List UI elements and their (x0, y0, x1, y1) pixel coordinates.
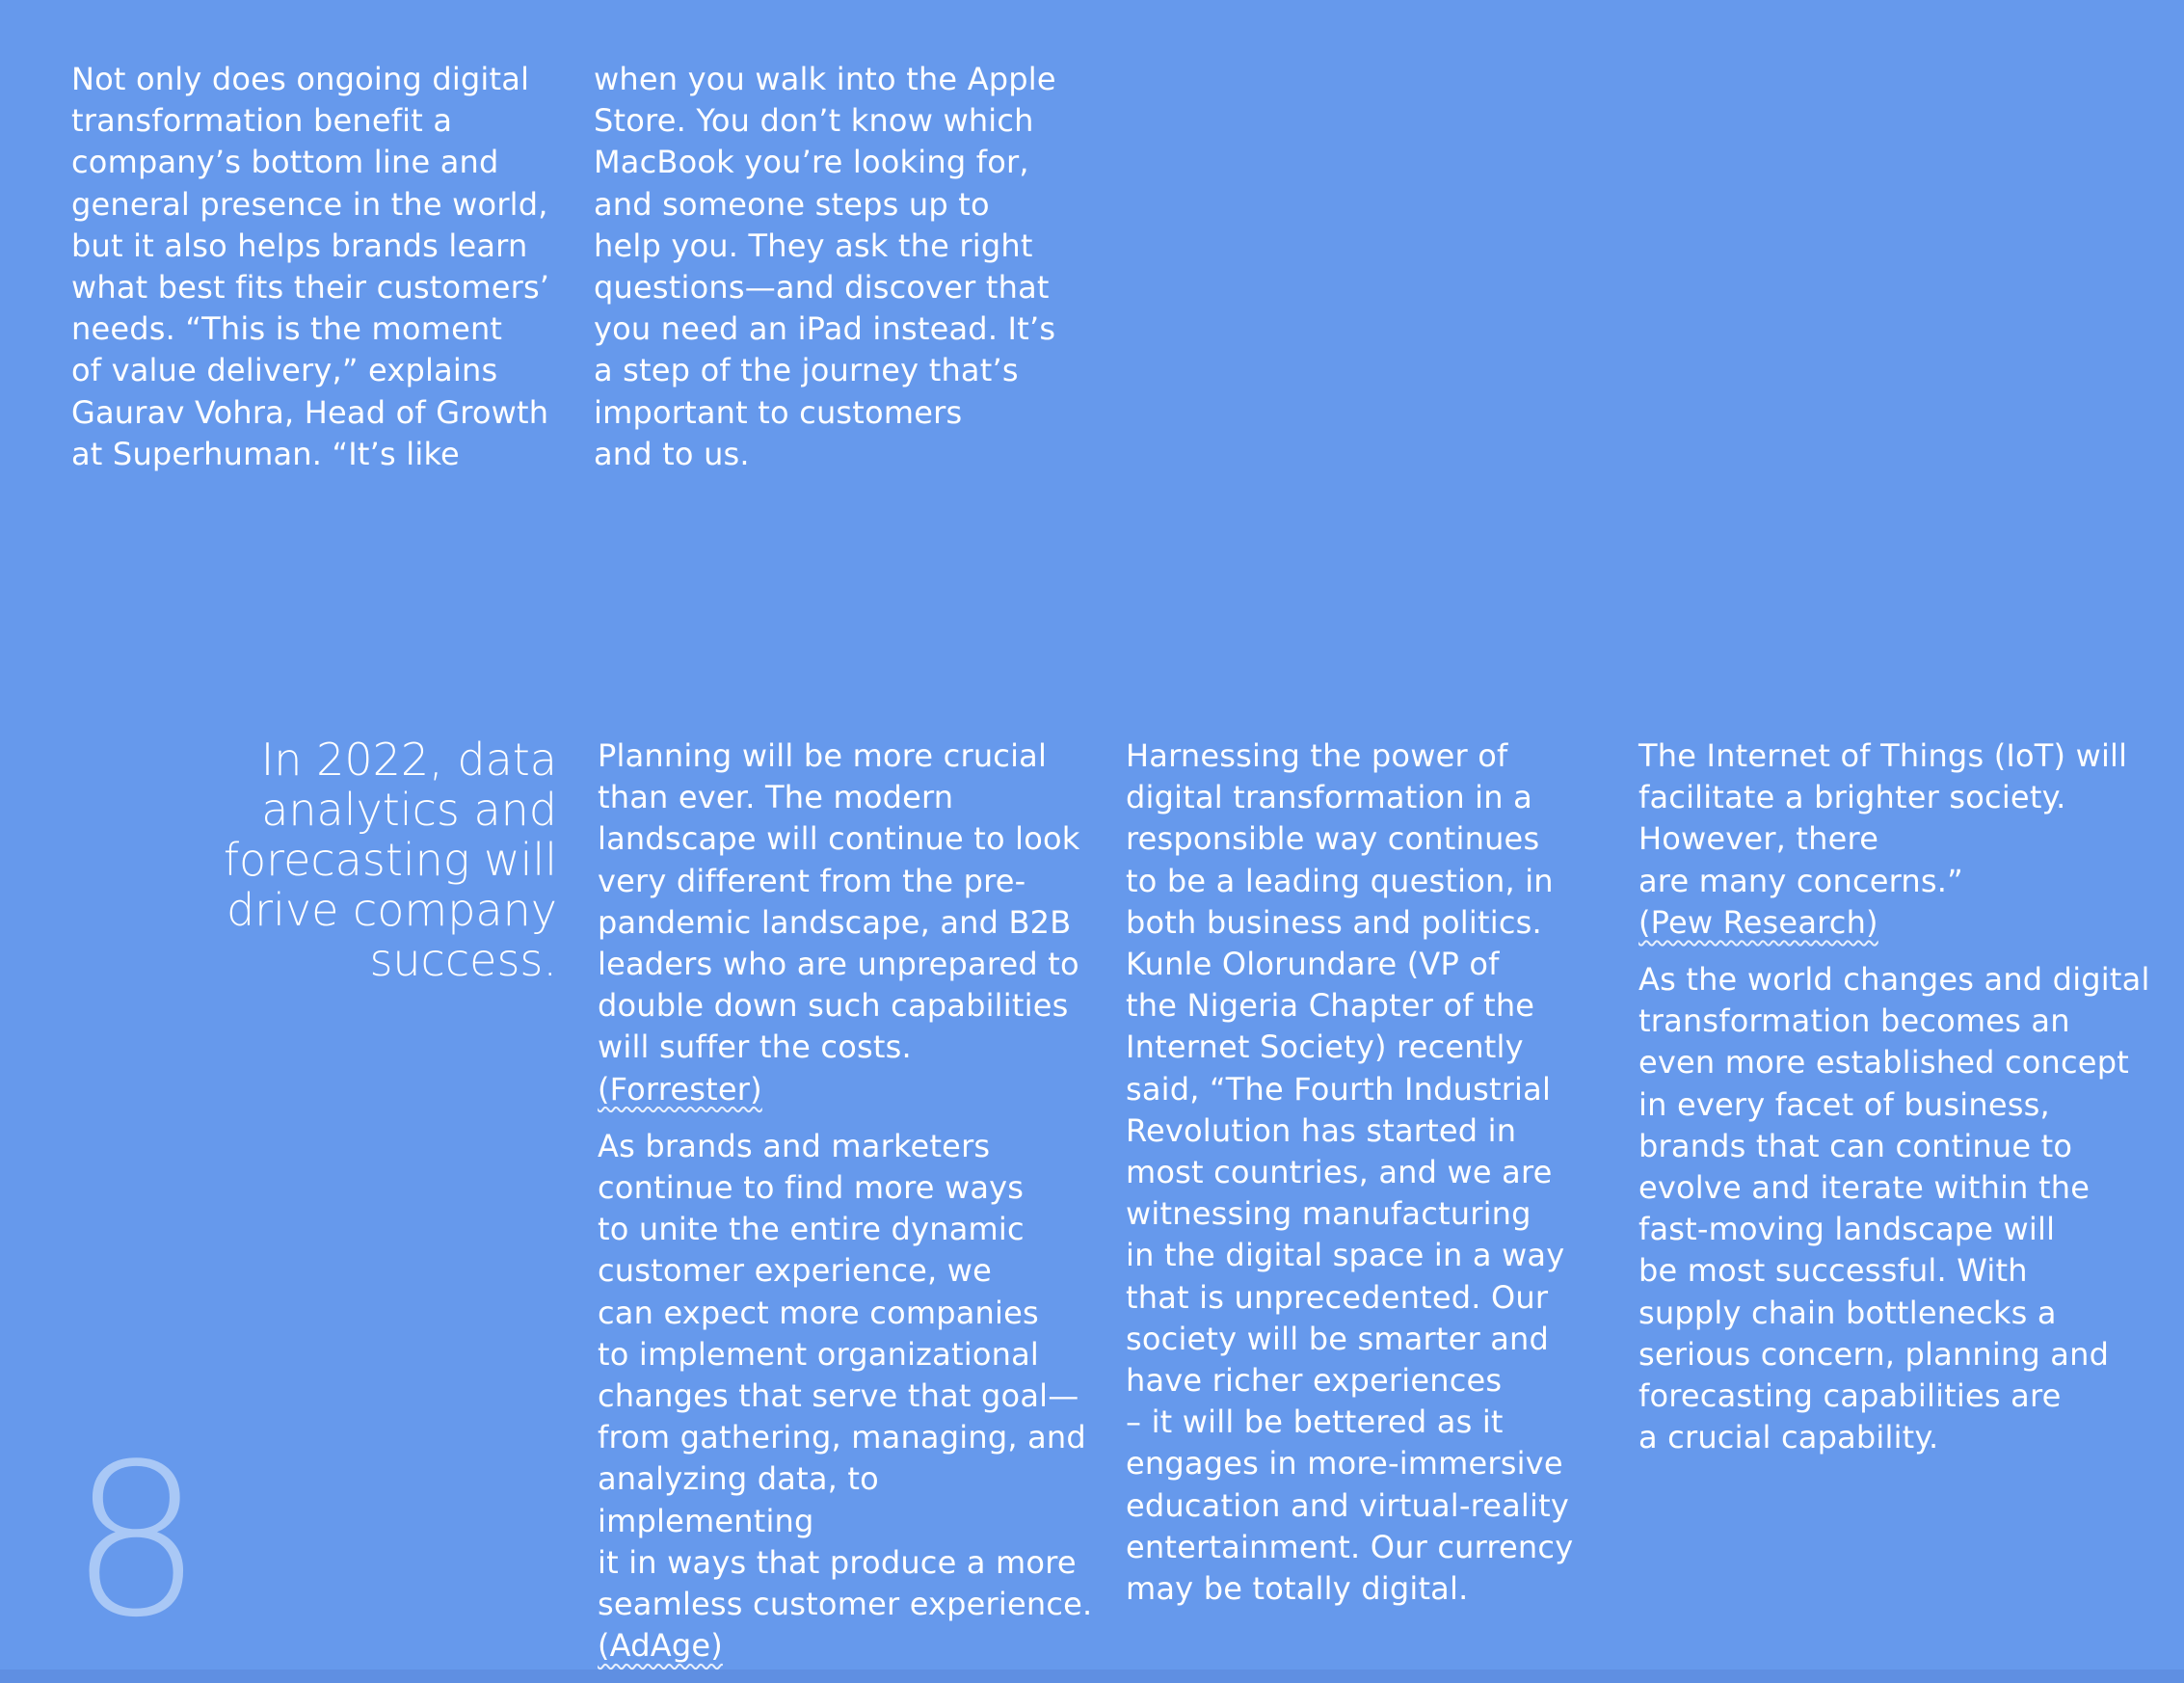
citation-link-pew-research[interactable]: (Pew Research) (1638, 903, 1878, 941)
page-number: 8 (69, 1420, 203, 1664)
body-paragraph (1638, 735, 2159, 944)
paragraph-text: Planning will be more crucial than ever. The modern landscape will continue to look very different from the pre- pandemic landscape, and B2B leaders who are unprepared to double down such capabilities will suffer the costs. (598, 737, 1080, 1066)
body-paragraph: Harnessing the power of digital transformation in a responsible way continues to be a leading question, in both business and politics. Kunle Olorundare (VP of the Nigeria Chapter of the Internet Society) recently said, “The Fourth Industrial Revolution has started in most countries, and we are witnessing manufacturing in the digital space in a way that is unprecedented. Our society will be smarter and have richer experiences – it will be bettered as it engages in more-immersive education and virtual-reality entertainment. Our currency may be totally digital. (1126, 737, 1574, 1608)
body-paragraph: Not only does ongoing digital transformation benefit a company’s bottom line and general presence in the world, but it also helps brands learn what best fits their customers’ needs. “This is the moment of value delivery,” explains Gaurav Vohra, Head of Growth at Superhuman. “It’s like (71, 61, 550, 472)
citation-link-forrester[interactable]: (Forrester) (598, 1070, 762, 1108)
top-column-right (594, 59, 1076, 475)
column-harnessing (1126, 735, 1627, 1610)
citation-link-adage[interactable]: (AdAge) (598, 1627, 723, 1665)
body-paragraph (598, 735, 1099, 1110)
paragraph-text: The Internet of Things (IoT) will facilitate a brighter society. However, there are many concerns.” (1638, 737, 2128, 899)
pull-quote: In 2022, data analytics and forecasting will drive company success. (223, 734, 557, 986)
paragraph-text: As brands and marketers continue to find more ways to unite the entire dynamic customer experience, we can expect more companies to implement organizational changes that serve that goal— from gathering, managing, and analyzing data, to implementing it in ways that produce a more seamless customer experience. (598, 1127, 1093, 1623)
column-iot (1638, 735, 2159, 1458)
body-paragraph: As the world changes and digital transformation becomes an even more established concept in every facet of business, brands that can continue to evolve and iterate within the fast-moving landscape will be most successful. With supply chain bottlenecks a serious concern, planning and forecasting capabilities are a crucial capability. (1638, 961, 2150, 1456)
column-planning (598, 735, 1099, 1667)
body-paragraph: when you walk into the Apple Store. You don’t know which MacBook you’re looking for, and someone steps up to help you. They ask the right questions—and discover that you need an iPad instead. It’s a step of the journey that’s important to customers and to us. (594, 61, 1056, 472)
top-column-left (71, 59, 553, 475)
body-paragraph (598, 1126, 1099, 1668)
